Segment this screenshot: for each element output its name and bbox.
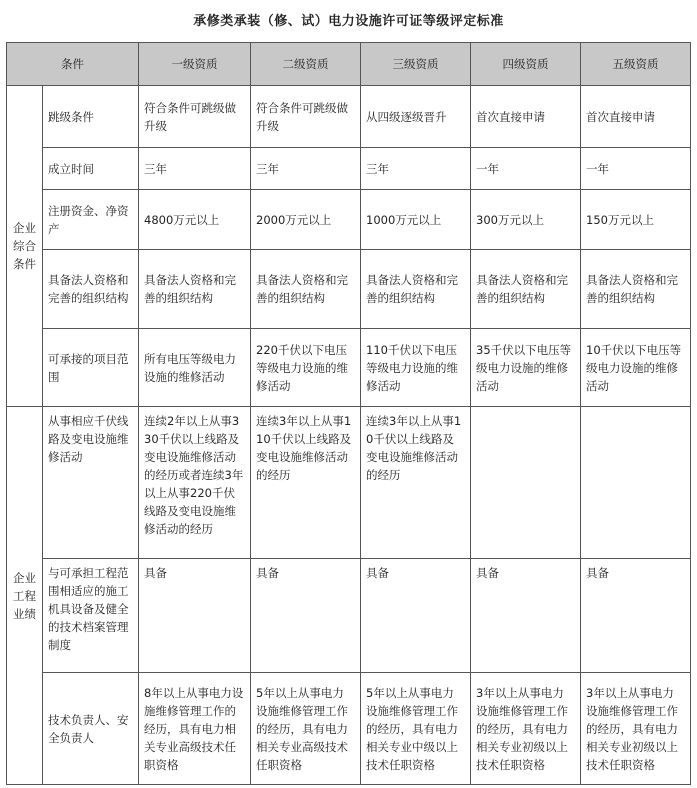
table-cell: 符合条件可跳级做升级 (251, 86, 361, 148)
table-cell: 一年 (471, 148, 581, 190)
row-label: 与可承担工程范围相适应的施工机具设备及健全的技术档案管理制度 (43, 559, 139, 673)
table-cell: 连续3年以上从事10千伏以上线路及变电设施维修活动的经历 (361, 407, 471, 559)
table-cell: 首次直接申请 (581, 86, 691, 148)
row-label: 具备法人资格和完善的组织结构 (43, 250, 139, 329)
table-cell: 5年以上从事电力设施维修管理工作的经历，具有电力相关专业高级技术任职资格 (251, 673, 361, 785)
row-label: 技术负责人、安全负责人 (43, 673, 139, 785)
table-row (7, 148, 691, 190)
row-label: 从事相应千伏线路及变电设施维修活动 (43, 407, 139, 559)
table-cell: 3年以上从事电力设施维修管理工作的经历，具有电力相关专业初级以上技术任职资格 (581, 673, 691, 785)
row-label: 成立时间 (43, 148, 139, 190)
table-row (7, 86, 691, 148)
table-cell (471, 407, 581, 559)
table-cell: 具备 (251, 559, 361, 673)
table-cell: 三年 (361, 148, 471, 190)
table-cell (581, 407, 691, 559)
header-level-3: 三级资质 (361, 43, 471, 86)
table-cell: 220千伏以下电压等级电力设施的维修活动 (251, 329, 361, 407)
table-cell: 符合条件可跳级做升级 (139, 86, 251, 148)
document-title: 承修类承装（修、试）电力设施许可证等级评定标准 (193, 14, 504, 29)
table-cell: 一年 (581, 148, 691, 190)
table-row (7, 407, 691, 559)
table-cell: 具备法人资格和完善的组织结构 (471, 250, 581, 329)
table-cell: 所有电压等级电力设施的维修活动 (139, 329, 251, 407)
table-cell: 具备 (139, 559, 251, 673)
table-cell: 三年 (139, 148, 251, 190)
table-cell: 110千伏以下电压等级电力设施的维修活动 (361, 329, 471, 407)
table-cell: 2000万元以上 (251, 190, 361, 250)
table-cell: 10千伏以下电压等级电力设施的维修活动 (581, 329, 691, 407)
table-cell: 5年以上从事电力设施维修管理工作的经历，具有电力相关专业中级以上技术任职资格 (361, 673, 471, 785)
table-cell: 1000万元以上 (361, 190, 471, 250)
group-company: 企业综合条件 (7, 86, 43, 407)
table-cell: 三年 (251, 148, 361, 190)
group-engineering: 企业工程业绩 (7, 407, 43, 785)
table-row (7, 190, 691, 250)
table-cell: 首次直接申请 (471, 86, 581, 148)
table-cell: 具备法人资格和完善的组织结构 (581, 250, 691, 329)
table-cell: 150万元以上 (581, 190, 691, 250)
header-level-5: 五级资质 (581, 43, 691, 86)
row-label: 可承接的项目范围 (43, 329, 139, 407)
table-cell: 具备 (471, 559, 581, 673)
header-condition: 条件 (7, 43, 139, 86)
table-cell: 具备法人资格和完善的组织结构 (139, 250, 251, 329)
table-row (7, 329, 691, 407)
table-cell: 具备 (581, 559, 691, 673)
table-cell: 300万元以上 (471, 190, 581, 250)
row-label: 注册资金、净资产 (43, 190, 139, 250)
table-cell: 具备法人资格和完善的组织结构 (361, 250, 471, 329)
qualification-table (6, 42, 691, 785)
table-cell: 具备法人资格和完善的组织结构 (251, 250, 361, 329)
header-level-4: 四级资质 (471, 43, 581, 86)
row-label: 跳级条件 (43, 86, 139, 148)
table-cell: 35千伏以下电压等级电力设施的维修活动 (471, 329, 581, 407)
header-level-2: 二级资质 (251, 43, 361, 86)
table-row (7, 250, 691, 329)
table-row (7, 559, 691, 673)
table-cell: 4800万元以上 (139, 190, 251, 250)
header-row (7, 43, 691, 86)
table-cell: 具备 (361, 559, 471, 673)
header-level-1: 一级资质 (139, 43, 251, 86)
table-cell: 8年以上从事电力设施维修管理工作的经历，具有电力相关专业高级技术任职资格 (139, 673, 251, 785)
table-cell: 连续2年以上从事330千伏以上线路及变电设施维修活动的经历或者连续3年以上从事220千伏线路及变电设施维修活动的经历 (139, 407, 251, 559)
table-cell: 连续3年以上从事110千伏以上线路及变电设施维修活动的经历 (251, 407, 361, 559)
table-cell: 3年以上从事电力设施维修管理工作的经历，具有电力相关专业初级以上技术任职资格 (471, 673, 581, 785)
table-row (7, 673, 691, 785)
table-cell: 从四级逐级晋升 (361, 86, 471, 148)
